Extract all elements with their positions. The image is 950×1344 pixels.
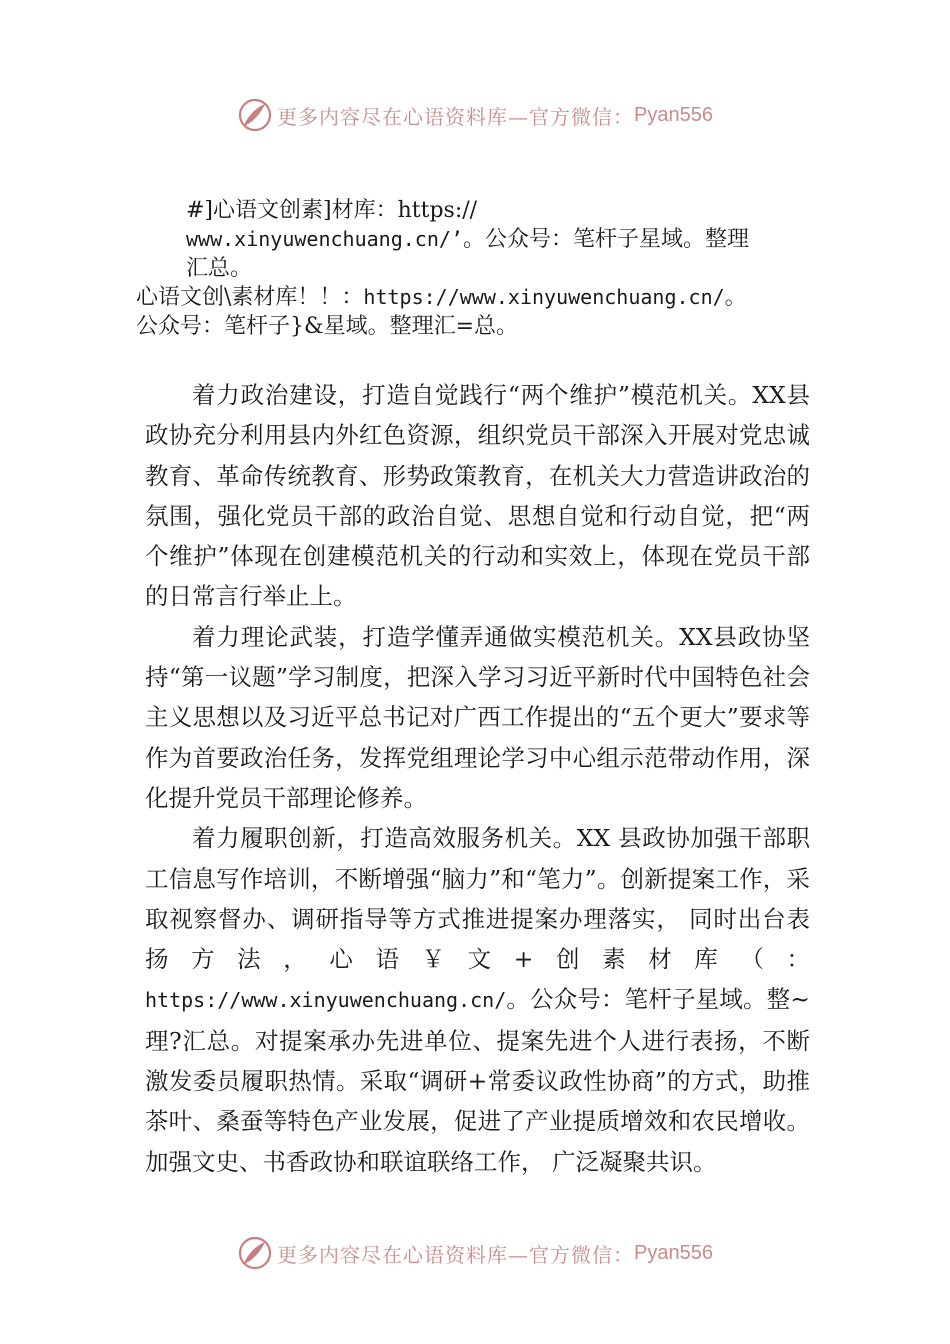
watermark-line-5: 公众号：笔杆子}&星域。整理汇=总。 [136, 314, 519, 339]
footer-banner-wechat-id: Pyan556 [634, 1241, 713, 1264]
footer-banner [0, 1233, 950, 1273]
paragraph-theory-armament: 着力理论武装，打造学懂弄通做实模范机关。XX县政协坚持“第一议题”学习制度，把深入学习习近平新时代中国特色社会主义思想以及习近平总书记对广西工作提出的“五个更大”要求等作为首要政治任务，发挥党组理论学习中心组示范带动作用，深化提升党员干部理论修养。 [145, 622, 810, 812]
header-banner-text: 更多内容尽在心语资料库—官方微信： [277, 104, 635, 129]
header-banner-wechat-id: Pyan556 [634, 103, 713, 126]
document-body [145, 375, 810, 1182]
pen-logo-icon [237, 1235, 273, 1271]
watermark-line-3: 汇总。 [186, 256, 253, 281]
inline-url: https://www.xinyuwenchuang.cn/ [145, 988, 507, 1013]
pen-logo-icon [237, 97, 273, 133]
header-banner [0, 95, 950, 135]
footer-banner-text: 更多内容尽在心语资料库—官方微信： [277, 1242, 635, 1267]
watermark-line-2: www.xinyuwenchuang.cn/’。公众号：笔杆子星域。整理 [186, 227, 749, 252]
paragraph-duty-innovation: 着力履职创新，打造高效服务机关。XX 县政协加强干部职工信息写作培训，不断增强“脑力”和“笔力”。创新提案工作，采取视察督办、调研指导等方式推进提案办理落实， 同时出台表扬方法，心语￥文+创素材库（：https://www.xinyuwenchuang.cn/。公众号：笔杆子星域。整~理?汇总。对提案承办先进单位、提案先进个人进行表扬，不断激发委员履职热情。采取“调研+常委议政性协商”的方式，助推茶叶、桑蚕等特色产业发展，促进了产业提质增效和农民增收。加强文史、书香政协和联谊联络工作， 广泛凝聚共识。 [145, 824, 810, 1176]
paragraph-political-construction: 着力政治建设，打造自觉践行“两个维护”模范机关。XX县政协充分利用县内外红色资源，组织党员干部深入开展对党忠诚教育、革命传统教育、形势政策教育，在机关大力营造讲政治的氛围，强化党员干部的政治自觉、思想自觉和行动自觉，把“两个维护”体现在创建模范机关的行动和实效上，体现在党员干部的日常言行举止上。 [145, 381, 810, 611]
watermark-line-1: #]心语文创素]材库：https:// [186, 198, 478, 223]
watermark-line-4: 心语文创\素材库！！：https://www.xinyuwenchuang.cn/。 [136, 285, 747, 310]
